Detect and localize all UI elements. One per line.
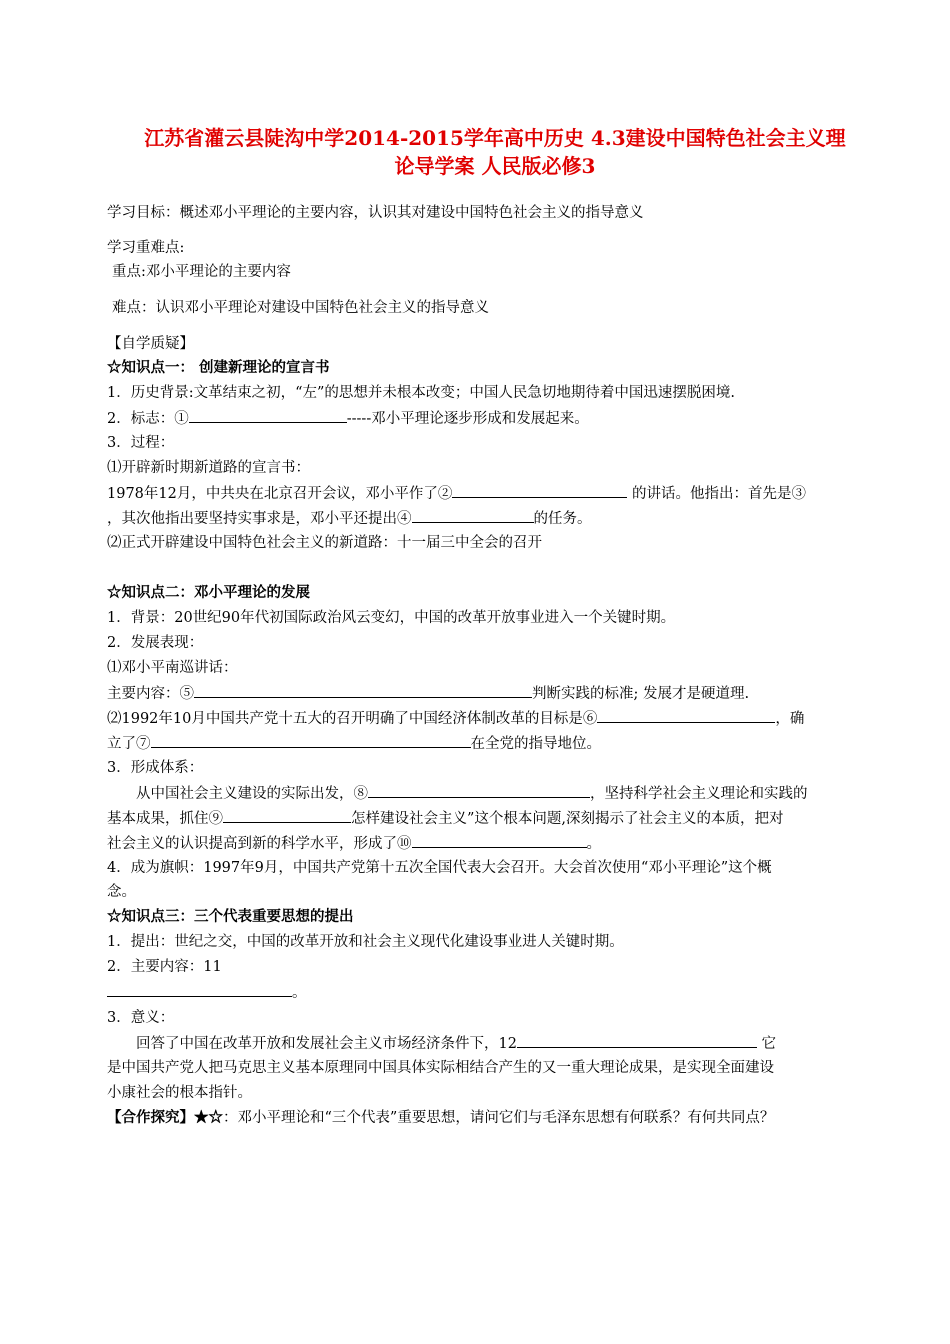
k3-line-1: 1．提出：世纪之交，中国的改革开放和社会主义现代化建设事业进人关键时期。	[107, 934, 624, 950]
k2-line-4: 主要内容：⑤ 判断实践的标准; 发展才是硬道理.	[107, 683, 889, 704]
k3-line-6: 是中国共产党人把马克思主义基本原理同中国具体实际相结合产生的又一重大理论成果，是实现全面建设	[107, 1060, 774, 1076]
k3-line-7: 小康社会的根本指针。	[107, 1085, 252, 1101]
blank-11[interactable]	[107, 982, 292, 997]
blank-8[interactable]	[368, 783, 590, 798]
blank-5[interactable]	[194, 683, 532, 698]
k1-line-7: ⑵正式开辟建设中国特色社会主义的新道路：十一届三中全会的召开	[107, 535, 542, 551]
k2-line-11: 4．成为旗帜：1997年9月，中国共产党第十五次全国代表大会召开。大会首次使用“邓小平理论”这个概	[107, 860, 772, 876]
blank-10[interactable]	[412, 833, 587, 848]
blank-4[interactable]	[412, 508, 534, 523]
k2-heading: ☆知识点二：邓小平理论的发展	[107, 584, 310, 601]
k3-line-3: 。	[107, 982, 889, 1003]
k2-line-5: ⑵1992年10月中国共产党十五大的召开明确了中国经济体制改革的目标是⑥ ，确	[107, 708, 889, 729]
k3-line-5: 回答了中国在改革开放和发展社会主义市场经济条件下，12 它	[136, 1033, 918, 1054]
title-line-2: 论导学案 人民版必修3	[394, 154, 596, 178]
k1-line-1: 1．历史背景:文革结束之初，“左”的思想并未根本改变；中国人民急切地期待着中国迅速摆脱困境.	[107, 385, 736, 401]
cooperation-label: 【合作探究】★☆	[107, 1109, 223, 1126]
blank-6[interactable]	[597, 708, 775, 723]
key-point: 重点:邓小平理论的主要内容	[112, 264, 291, 280]
k1-line-6: ，其次他指出要坚持实事求是，邓小平还提出④ 的任务。	[107, 508, 889, 529]
k2-line-12: 念。	[107, 884, 136, 900]
difficult-point: 难点：认识邓小平理论对建设中国特色社会主义的指导意义	[112, 300, 489, 316]
k2-line-10: 社会主义的认识提高到新的科学水平，形成了⑩ 。	[107, 833, 889, 854]
blank-1[interactable]	[189, 408, 347, 423]
blank-9[interactable]	[223, 808, 351, 823]
cooperation-question: 【合作探究】★☆：邓小平理论和“三个代表”重要思想，请问它们与毛泽东思想有何联系？有何共同点？	[107, 1109, 775, 1126]
k3-heading: ☆知识点三：三个代表重要思想的提出	[107, 908, 354, 925]
k3-line-4: 3．意义：	[107, 1010, 175, 1026]
learning-goal: 学习目标：概述邓小平理论的主要内容，认识其对建设中国特色社会主义的指导意义	[107, 205, 644, 221]
k2-line-2: 2．发展表现：	[107, 635, 204, 651]
blank-2[interactable]	[452, 483, 627, 498]
k1-line-4: ⑴开辟新时期新道路的宣言书：	[107, 460, 310, 476]
document-title	[100, 124, 890, 180]
k2-line-6: 立了⑦ 在全党的指导地位。	[107, 733, 889, 754]
k1-line-5: 1978年12月，中共央在北京召开会议，邓小平作了② 的讲话。他指出：首先是③	[107, 483, 889, 504]
k2-line-9: 基本成果，抓住⑨ 怎样建设社会主义”这个根本问题,深刻揭示了社会主义的本质，把对	[107, 808, 889, 829]
title-line-1: 江苏省灌云县陡沟中学2014-2015学年高中历史 4.3建设中国特色社会主义理	[144, 126, 846, 150]
k3-line-2: 2．主要内容：11	[107, 959, 222, 975]
k1-line-3: 3．过程：	[107, 435, 175, 451]
k2-line-7: 3．形成体系：	[107, 760, 204, 776]
k1-heading: ☆知识点一： 创建新理论的宣言书	[107, 359, 330, 376]
k2-line-1: 1．背景：20世纪90年代初国际政治风云变幻，中国的改革开放事业进入一个关键时期。	[107, 610, 676, 626]
k1-line-2: 2．标志：① -----邓小平理论逐步形成和发展起来。	[107, 408, 889, 429]
blank-7[interactable]	[151, 733, 471, 748]
k2-line-3: ⑴邓小平南巡讲话：	[107, 660, 238, 676]
self-study-heading: 【自学质疑】	[107, 336, 194, 352]
blank-12[interactable]	[517, 1033, 757, 1048]
keypoints-heading: 学习重难点:	[107, 240, 185, 256]
k2-line-8: 从中国社会主义建设的实际出发，⑧ ，坚持科学社会主义理论和实践的	[136, 783, 918, 804]
